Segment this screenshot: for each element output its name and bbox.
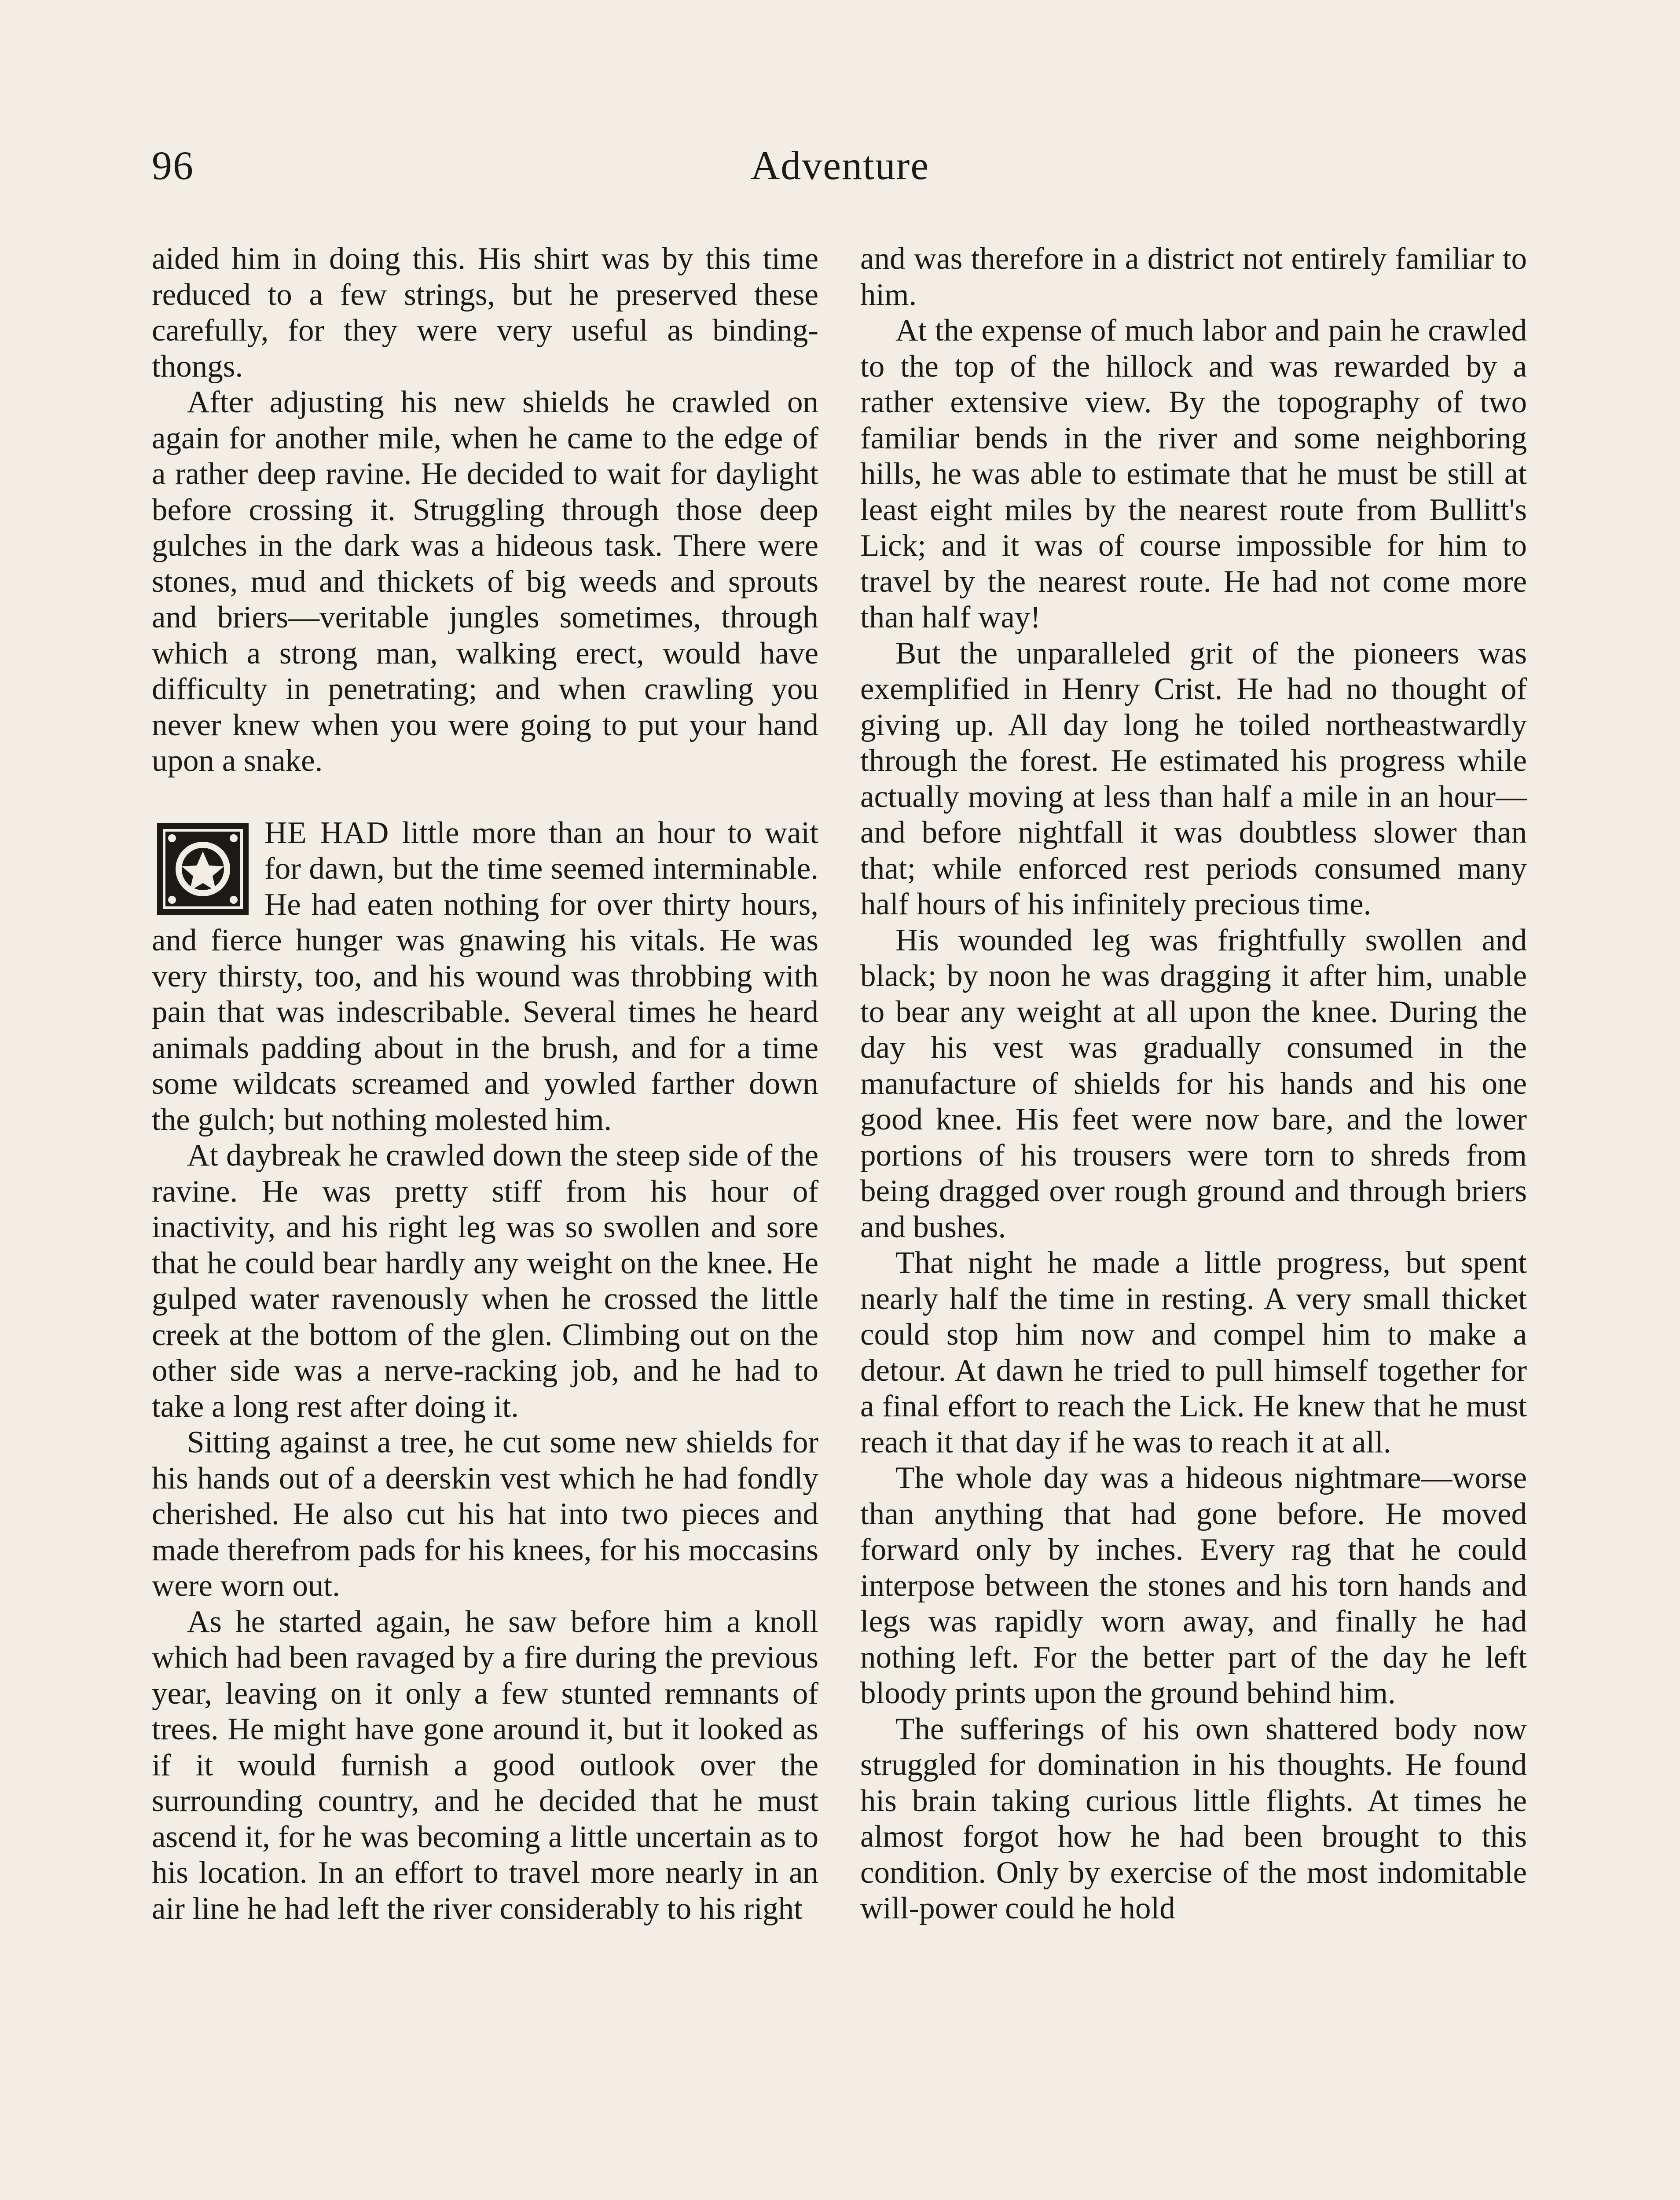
paragraph: But the unparalleled grit of the pioneers was exemplified in Henry Crist. He had no thought of giving up. All day long he toiled northeastwardly through the forest. He estimated his progress while actually moving at less than half a mile in an hour—and before nightfall it was doubtless slower than that; while enforced rest periods consumed many half hours of his infinitely precious time. <box>860 636 1527 921</box>
paragraph: After adjusting his new shields he crawled on again for another mile, when he came to the edge of a rather deep ravine. He decided to wait for daylight before crossing it. Struggling through those deep gulches in the dark was a hideous task. There were stones, mud and thickets of big weeds and sprouts and briers—veritable jungles sometimes, through which a strong man, walking erect, would have difficulty in penetrating; and when crawling you never knew when you were going to put your hand upon a snake. <box>152 385 818 778</box>
page-number: 96 <box>152 143 194 188</box>
paragraph: Sitting against a tree, he cut some new shields for his hands out of a deerskin vest which he had fondly cherished. He also cut his hat into two pieces and made therefrom pads for his knees, for his moccasins were worn out. <box>152 1425 818 1603</box>
section-break <box>152 779 818 815</box>
paragraph: His wounded leg was frightfully swollen and black; by noon he was dragging it after him, unable to bear any weight at all upon the knee. During the day his vest was gradually consumed in the manufacture of shields for his hands and his one good knee. His feet were now bare, and the lower portions of his trousers were torn to shreds from being dragged over rough ground and through briers and bushes. <box>860 923 1527 1244</box>
paragraph: The whole day was a hideous nightmare—worse than anything that had gone before. He moved forward only by inches. Every rag that he could interpose between the stones and his torn hands and legs was rapidly worn away, and finally he had nothing left. For the better part of the day he left bloody prints upon the ground behind him. <box>860 1461 1527 1710</box>
section-opening-paragraph <box>152 815 818 1138</box>
paragraph: and was therefore in a district not entirely familiar to him. <box>860 242 1527 312</box>
left-column <box>152 241 818 1927</box>
paragraph: The sufferings of his own shattered body now struggled for domination in his thoughts. He found his brain taking curious little flights. At times he almost forgot how he had been brought to this condition. Only by exercise of the most indomitable will-power could he hold <box>860 1712 1527 1925</box>
right-column <box>860 241 1527 1927</box>
running-title: Adventure <box>750 143 930 188</box>
section-opening-text: little more than an hour to wait for dawn, but the time seemed interminable. He had eaten nothing for over thirty hours, and fierce hunger was gnawing his vitals. He was very thirsty, too, and his wound was throbbing with pain that was indescribable. Several times he heard animals padding about in the brush, and for a time some wildcats screamed and yowled farther down the gulch; but nothing molested him. <box>152 815 818 1137</box>
paragraph: As he started again, he saw before him a knoll which had been ravaged by a fire during the previous year, leaving on it only a few stunted remnants of trees. He might have gone around it, but it looked as if it would furnish a good outlook over the surrounding country, and he decided that he must ascend it, for he was becoming a little uncertain as to his location. In an effort to travel more nearly in an air line he had left the river considerably to his right <box>152 1604 818 1926</box>
decorative-initial-ornament-icon <box>152 818 254 920</box>
paragraph: At daybreak he crawled down the steep side of the ravine. He was pretty stiff from his hour of inactivity, and his right leg was so swollen and sore that he could bear hardly any weight on the knee. He gulped water ravenously when he crossed the little creek at the bottom of the glen. Climbing out on the other side was a nerve-racking job, and he had to take a long rest after doing it. <box>152 1138 818 1424</box>
section-lead-in: HE HAD <box>264 815 389 850</box>
paragraph: aided him in doing this. His shirt was by this time reduced to a few strings, but he preserved these carefully, for they were very useful as binding-thongs. <box>152 242 818 384</box>
paragraph: At the expense of much labor and pain he crawled to the top of the hillock and was rewarded by a rather extensive view. By the topography of two familiar bends in the river and some neighboring hills, he was able to estimate that he must be still at least eight miles by the nearest route from Bullitt's Lick; and it was of course impossible for him to travel by the nearest route. He had not come more than half way! <box>860 313 1527 634</box>
paragraph: That night he made a little progress, but spent nearly half the time in resting. A very small thicket could stop him now and compel him to make a detour. At dawn he tried to pull himself together for a final effort to reach the Lick. He knew that he must reach it that day if he was to reach it at all. <box>860 1246 1527 1459</box>
